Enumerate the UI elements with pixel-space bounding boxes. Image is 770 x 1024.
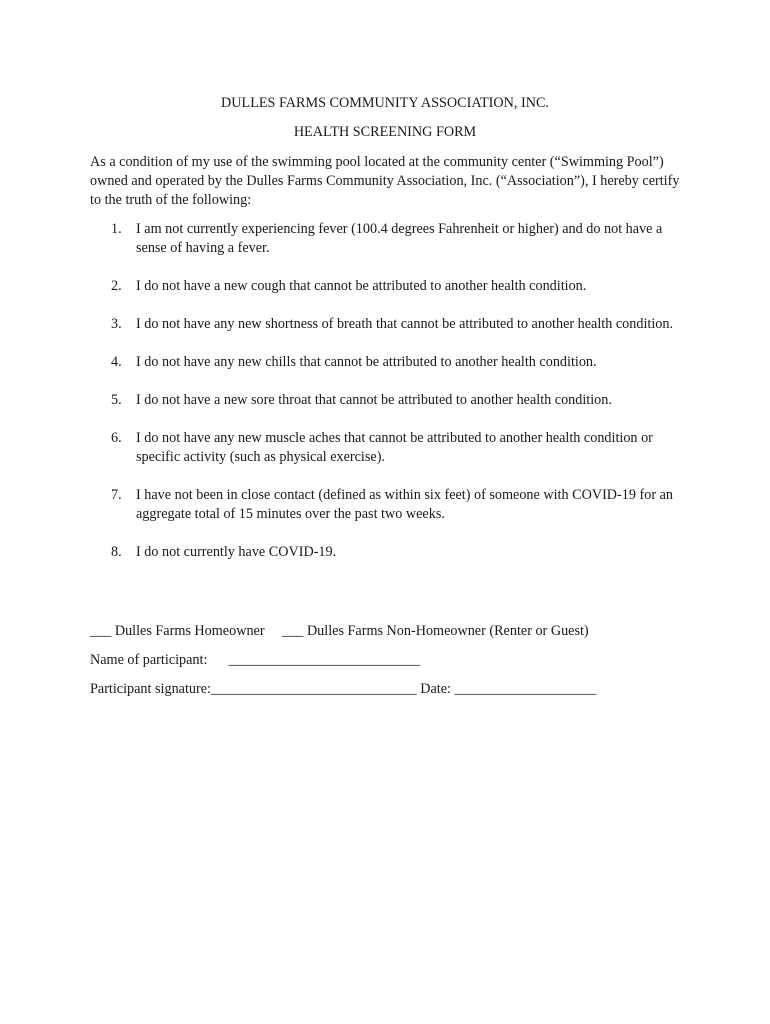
item-number: 4. [111, 354, 122, 370]
organization-title: DULLES FARMS COMMUNITY ASSOCIATION, INC. [221, 95, 549, 111]
item-number: 1. [111, 221, 122, 237]
item-number: 8. [111, 544, 122, 560]
signature-label: Participant signature: [90, 681, 211, 697]
list-item [90, 429, 690, 467]
homeowner-option[interactable]: ___ Dulles Farms Homeowner [90, 623, 265, 639]
item-text: I do not have any new shortness of breath that cannot be attributed to another health condition. [136, 316, 673, 332]
intro-paragraph: As a condition of my use of the swimming pool located at the community center (“Swimming Pool”) owned and operated by the Dulles Farms Community Association, Inc. (“Association”), I hereby certify to the truth of the following: [90, 154, 680, 208]
signature-row [90, 680, 710, 699]
item-text: I do not currently have COVID-19. [136, 544, 337, 560]
date-field[interactable]: ____________________ [454, 681, 597, 697]
participant-name-field[interactable]: ___________________________ [228, 652, 421, 668]
item-number: 3. [111, 316, 122, 332]
item-number: 2. [111, 278, 122, 294]
list-item [90, 220, 690, 258]
item-number: 7. [111, 487, 122, 503]
item-text: I do not have any new chills that cannot be attributed to another health condition. [136, 354, 597, 370]
item-number: 5. [111, 392, 122, 408]
list-item [90, 315, 690, 334]
item-text: I am not currently experiencing fever (100.4 degrees Fahrenheit or higher) and do not have a sense of having a fever. [136, 221, 663, 256]
list-item [90, 353, 690, 372]
certification-list [90, 220, 690, 581]
date-label: Date: [420, 681, 451, 697]
item-text: I do not have a new cough that cannot be attributed to another health condition. [136, 278, 587, 294]
item-number: 6. [111, 430, 122, 446]
item-text: I do not have any new muscle aches that cannot be attributed to another health condition or specific activity (such as physical exercise). [136, 430, 653, 465]
signature-field[interactable]: _____________________________ [210, 681, 417, 697]
non-homeowner-option[interactable]: ___ Dulles Farms Non-Homeowner (Renter or Guest) [282, 623, 589, 639]
item-text: I have not been in close contact (defined as within six feet) of someone with COVID-19 for an aggregate total of 15 minutes over the past two weeks. [136, 487, 673, 522]
participant-status-row [90, 622, 710, 641]
list-item [90, 486, 690, 524]
list-item [90, 391, 690, 410]
form-title: HEALTH SCREENING FORM [293, 124, 477, 140]
list-item [90, 543, 690, 562]
list-item [90, 277, 690, 296]
participant-name-row [90, 651, 710, 670]
item-text: I do not have a new sore throat that cannot be attributed to another health condition. [136, 392, 612, 408]
participant-name-label: Name of participant: [90, 652, 208, 668]
